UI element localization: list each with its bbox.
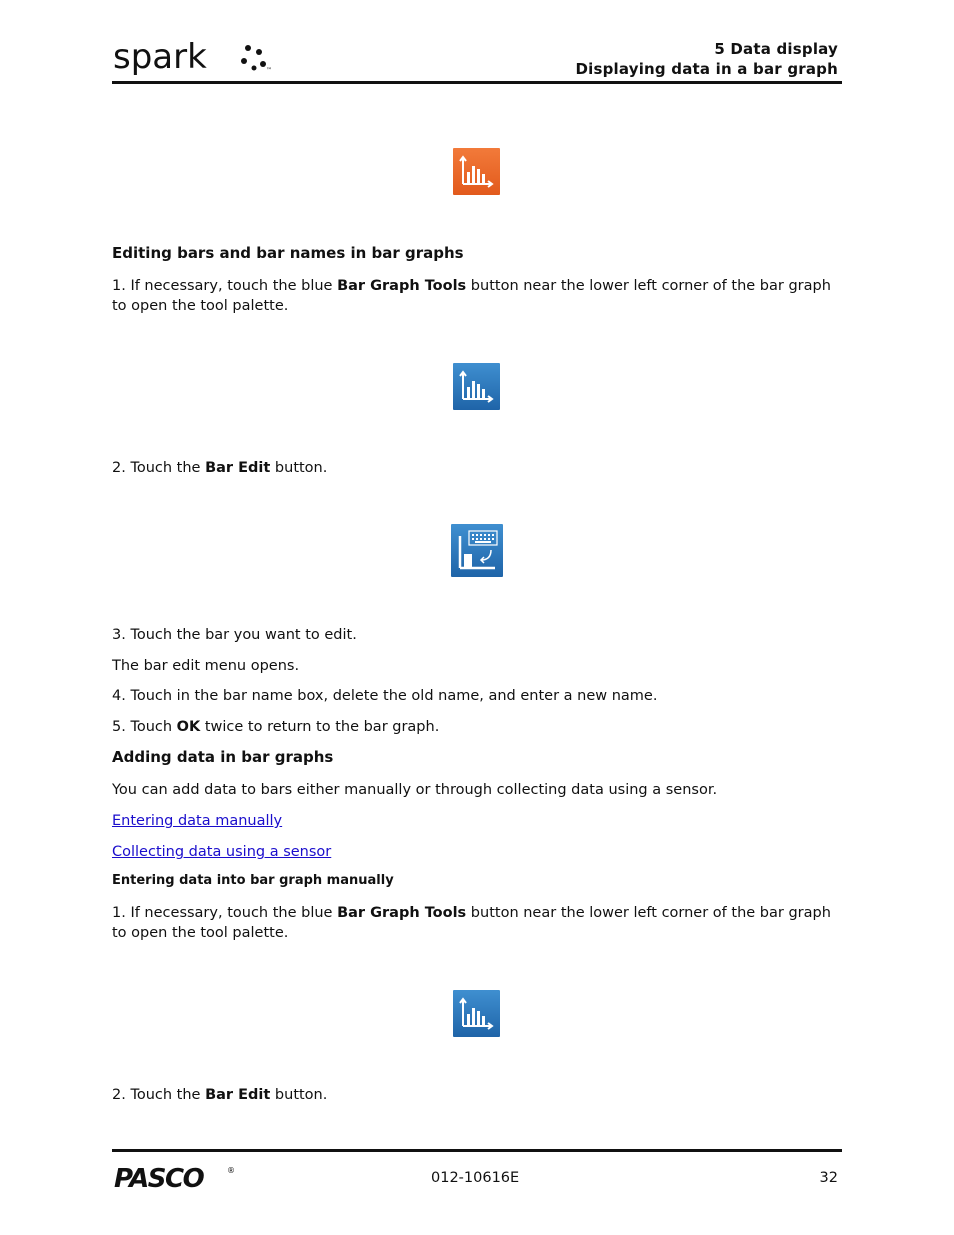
svg-text:™: ™ <box>266 67 272 74</box>
registered-mark: ® <box>227 1166 235 1175</box>
header-divider <box>112 81 842 84</box>
step-1: 1. If necessary, touch the blue Bar Graph Tools button near the lower left corner of the bar graph to open the tool palette. <box>112 278 831 314</box>
chapter-title: 5 Data display <box>714 40 838 58</box>
page-number: 32 <box>819 1170 838 1186</box>
link-collecting-data-sensor[interactable]: Collecting data using a sensor <box>112 844 332 860</box>
step-2: 2. Touch the Bar Edit button. <box>112 460 328 476</box>
section-title: Displaying data in a bar graph <box>575 60 838 78</box>
document-number: 012-10616E <box>431 1170 520 1186</box>
link-collecting-data-sensor-wrap <box>112 841 331 860</box>
spark-logo <box>113 34 283 80</box>
step-3-result: The bar edit menu opens. <box>112 658 300 674</box>
bar-edit-icon <box>451 524 503 577</box>
step-5: 5. Touch OK twice to return to the bar graph. <box>112 719 440 735</box>
spark-logo-text: spark <box>113 37 207 76</box>
step-4: 4. Touch in the bar name box, delete the old name, and enter a new name. <box>112 688 658 704</box>
heading-entering-data-manually: Entering data into bar graph manually <box>112 873 394 888</box>
heading-editing-bars: Editing bars and bar names in bar graphs <box>112 244 464 262</box>
pasco-logo-text: PASCO <box>114 1164 204 1191</box>
link-entering-data-manually-wrap <box>112 810 282 829</box>
pasco-logo <box>114 1163 239 1195</box>
footer-divider <box>112 1149 842 1152</box>
bar-graph-icon <box>453 148 500 195</box>
bar-graph-tools-icon <box>453 363 500 410</box>
manual-step-2: 2. Touch the Bar Edit button. <box>112 1087 328 1103</box>
step-3: 3. Touch the bar you want to edit. <box>112 627 357 643</box>
bar-graph-tools-icon <box>453 990 500 1037</box>
manual-step-1: 1. If necessary, touch the blue Bar Graph Tools button near the lower left corner of the bar graph to open the tool palette. <box>112 905 831 941</box>
adding-data-intro: You can add data to bars either manually or through collecting data using a sensor. <box>112 782 718 798</box>
heading-adding-data: Adding data in bar graphs <box>112 748 334 766</box>
link-entering-data-manually[interactable]: Entering data manually <box>112 813 283 829</box>
